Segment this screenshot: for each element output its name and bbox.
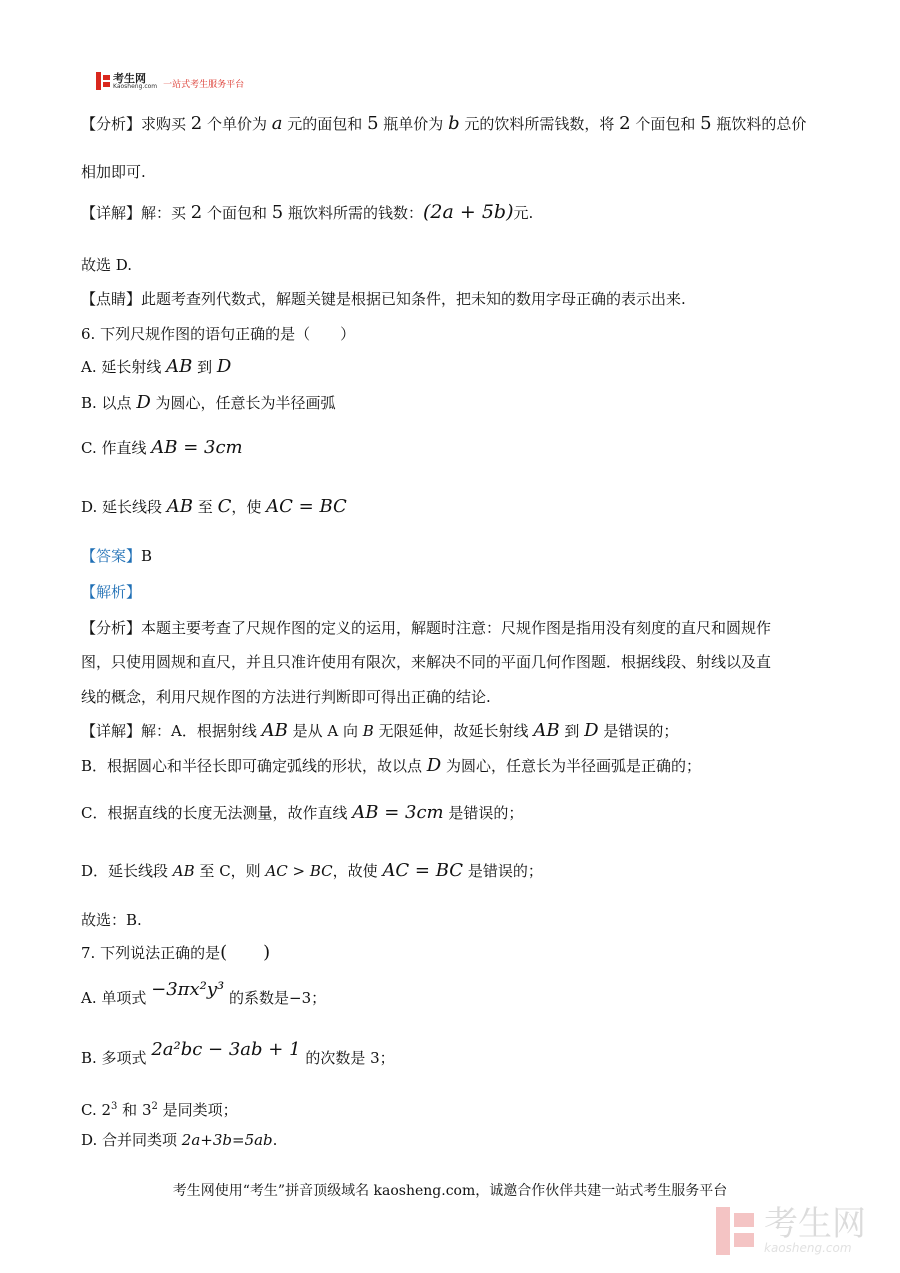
watermark-logo [716, 1204, 866, 1255]
q6-option-c: C. 作直线 AB = 3cm [81, 437, 243, 458]
q6-conclusion: 故选：B. [81, 911, 142, 929]
q6-option-b: B. 以点 D 为圆心，任意长为半径画弧 [81, 392, 336, 413]
q7-option-b: B. 多项式 2a²bc − 3ab + 1 的次数是 3； [81, 1039, 395, 1067]
site-logo[interactable] [96, 72, 244, 90]
question-6: 6. 下列尺规作图的语句正确的是（ ） [81, 325, 356, 343]
logo-name: 考生网 [113, 71, 146, 85]
q6-analysis-1: 【分析】本题主要考查了尺规作图的定义的运用，解题时注意：尺规作图是指用没有刻度的直尺和圆规作 [81, 619, 772, 637]
analysis-line-2: 相加即可. [81, 163, 146, 181]
q6-detail-a: 【详解】解：A．根据射线 AB 是从 A 向 B 无限延伸，故延长射线 AB 到 D 是错误的； [81, 720, 679, 741]
choose-line: 故选 D. [81, 256, 133, 274]
q6-analysis-2: 图，只使用圆规和直尺，并且只准许使用有限次，来解决不同的平面几何作图题．根据线段、射线以及直 [81, 653, 772, 671]
q6-detail-d: D．延长线段 AB 至 C，则 AC > BC，故使 AC = BC 是错误的； [81, 860, 543, 881]
watermark-icon [716, 1207, 756, 1255]
q6-option-d: D. 延长线段 AB 至 C，使 AC = BC [81, 496, 347, 517]
q7-option-d: D. 合并同类项 2a+3b=5ab. [81, 1131, 278, 1149]
detail-line: 【详解】解：买 2 个面包和 5 瓶饮料所需的钱数：(2a + 5b)元. [81, 201, 534, 223]
q6-option-a: A. 延长射线 AB 到 D [81, 356, 232, 377]
footer-text: 考生网使用“考生”拼音顶级域名 kaosheng.com，诚邀合作伙伴共建一站式考生服务平台 [172, 1183, 728, 1199]
q6-detail-c: C．根据直线的长度无法测量，故作直线 AB = 3cm 是错误的； [81, 802, 524, 823]
question-7: 7. 下列说法正确的是( ) [81, 942, 271, 963]
watermark-domain: kaosheng.com [764, 1241, 852, 1255]
watermark-name: 考生网 [764, 1204, 866, 1244]
logo-icon [96, 72, 110, 90]
analysis-tag: 【解析】 [81, 583, 142, 601]
logo-slogan: 一站式考生服务平台 [163, 79, 245, 90]
q6-detail-b: B．根据圆心和半径长即可确定弧线的形状，故以点 D 为圆心，任意长为半径画弧是正确的； [81, 755, 702, 776]
logo-domain: Kaosheng.com [113, 82, 158, 90]
analysis-line-1: 【分析】求购买 2 个单价为 a 元的面包和 5 瓶单价为 b 元的饮料所需钱数，将 2 个面包和 5 瓶饮料的总价 [81, 113, 807, 134]
q7-option-a: A. 单项式 −3πx²y³ 的系数是−3； [81, 979, 327, 1007]
q6-analysis-3: 线的概念，利用尺规作图的方法进行判断即可得出正确的结论. [81, 688, 491, 706]
q7-option-c: C. $2^3$ 和 $3^2$ 是同类项； [81, 1101, 238, 1119]
answer-line: 【答案】B [81, 547, 153, 565]
tip-line: 【点睛】此题考查列代数式，解题关键是根据已知条件，把未知的数用字母正确的表示出来. [81, 290, 686, 308]
